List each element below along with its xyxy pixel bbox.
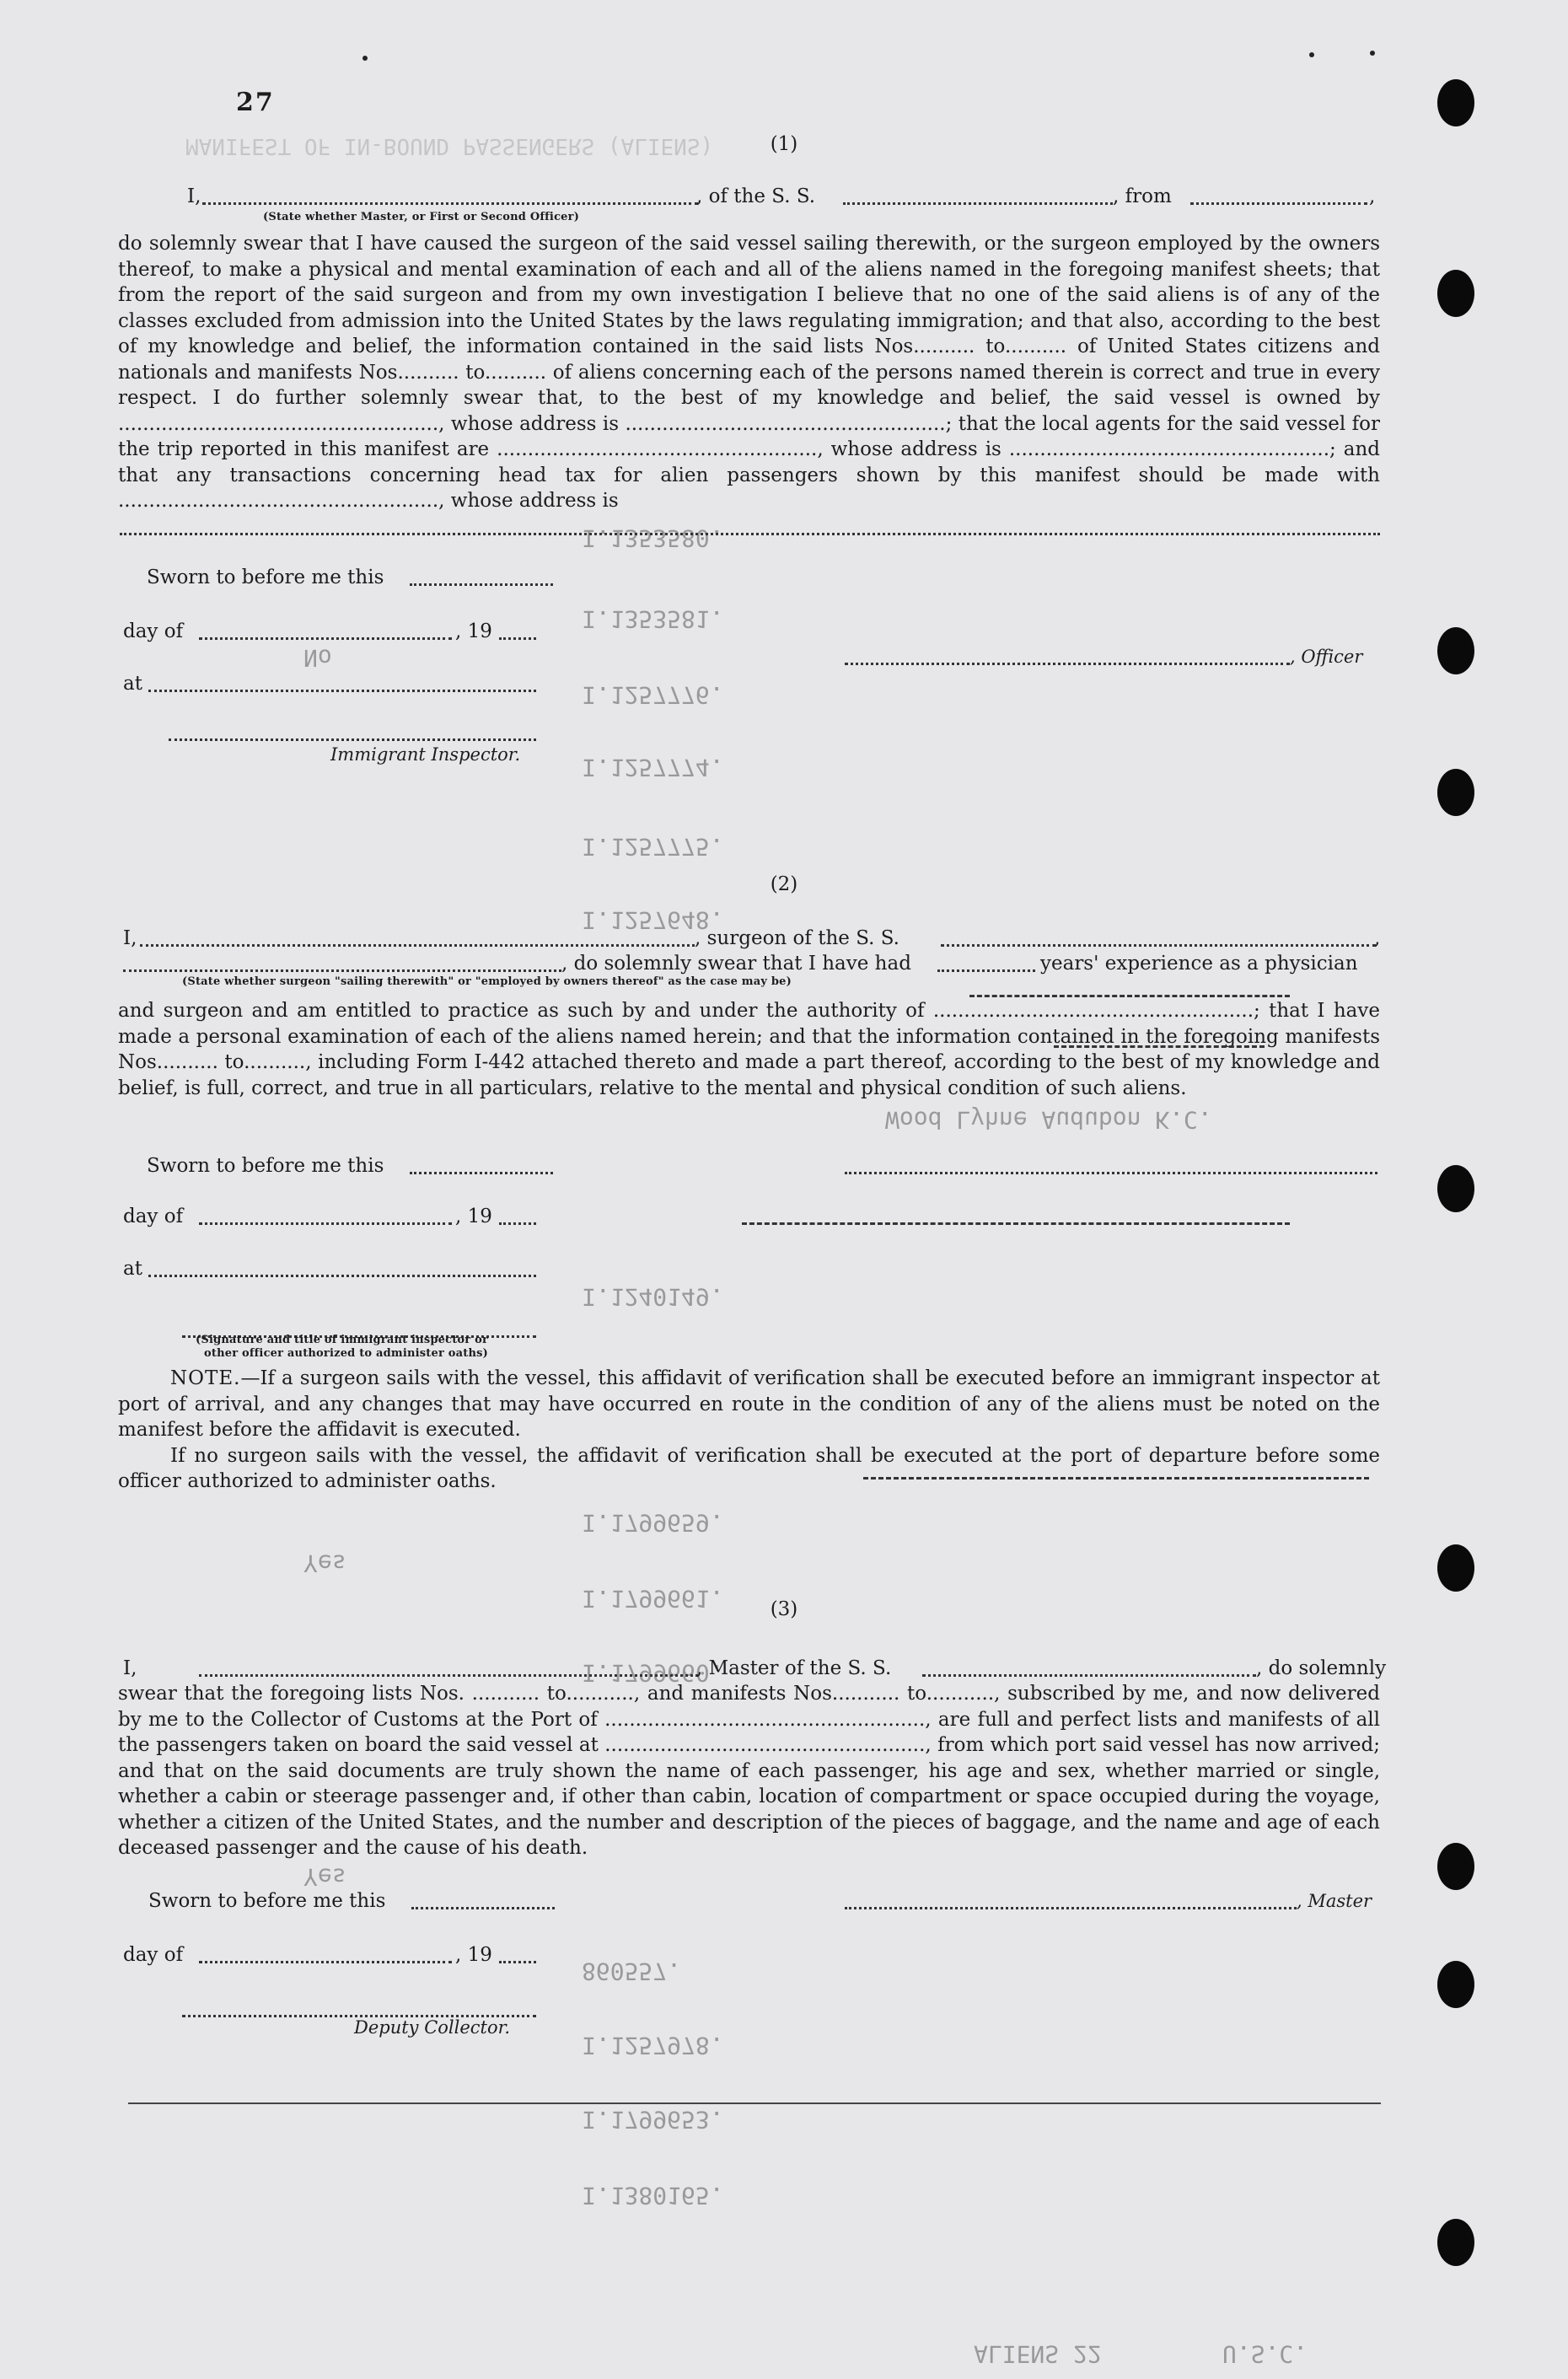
punch-hole-3	[1437, 627, 1474, 674]
s1-officer-title-field[interactable]	[202, 187, 698, 205]
s3-master-name-field[interactable]	[199, 1659, 698, 1677]
bleed-through-text: I.1257978.	[582, 2032, 724, 2059]
s3-master-signature[interactable]	[845, 1892, 1297, 1909]
s1-comma: ,	[1369, 185, 1376, 207]
s1-of-ss: , of the S. S.	[696, 185, 816, 207]
s1-at-field[interactable]	[148, 674, 536, 692]
bleed-through-text: No	[303, 644, 332, 672]
s2-note	[118, 1366, 1380, 1495]
s2-year-field[interactable]	[499, 1207, 536, 1225]
section-2-heading: (2)	[770, 873, 798, 895]
s2-day-field[interactable]	[199, 1207, 452, 1225]
s3-nineteen: , 19	[455, 1944, 492, 1966]
s3-sworn-field[interactable]	[411, 1892, 555, 1909]
s2-note-paragraph-1	[118, 1366, 1380, 1443]
punch-hole-4	[1437, 769, 1474, 816]
bleed-through-text: I.1240149.	[582, 1283, 724, 1311]
speck	[1370, 51, 1375, 56]
s1-nineteen: , 19	[455, 620, 492, 642]
s2-surgeon-signature[interactable]	[845, 1157, 1377, 1174]
s2-surgeon-of: , surgeon of the S. S.	[695, 927, 899, 949]
bleed-through-text: I.1353581.	[582, 605, 724, 633]
s1-day-of: day of	[123, 620, 184, 642]
bleed-through-text: I.1380165.	[582, 2182, 724, 2210]
s3-master-of: , Master of the S. S.	[696, 1657, 892, 1679]
s2-note-text-2: If no surgeon sails with the vessel, the affidavit of verification shall be executed at the port of departure before some officer authorized to administer oaths.	[118, 1444, 1380, 1492]
bleed-through-text: I.1257776.	[582, 681, 724, 709]
punch-hole-6	[1437, 1544, 1474, 1592]
speck	[362, 56, 368, 61]
s3-year-field[interactable]	[499, 1946, 536, 1963]
s2-years: years' experience as a physician	[1040, 953, 1358, 975]
s2-at-field[interactable]	[148, 1259, 536, 1277]
bleed-through-text: I.1799661.	[582, 1585, 724, 1613]
s1-inspector-label: Immigrant Inspector.	[330, 744, 521, 765]
s1-inspector-signature[interactable]	[169, 723, 536, 741]
sheet-number: 27	[236, 88, 275, 117]
punch-hole-9	[1437, 2219, 1474, 2266]
s2-typed-underline	[1054, 1045, 1265, 1048]
s1-from: , from	[1113, 185, 1172, 207]
s1-body-text: do solemnly swear that I have caused the surgeon of the said vessel sailing therewith, or the surgeon employed by the owners thereof, to make a physical and mental examination of each and all of the aliens named in the foregoing manifest sheets; that from the report of the said surgeon and from my own investigation I believe that no one of the said aliens is of any of the classes excluded from admission into the United States by the laws regulating immigration; and that also, according to the best of my knowledge and belief, the information contained in the said lists Nos.......... to.......... of United States citizens and nationals and manifests Nos.......... to.......... of aliens concerning each of the persons named therein is correct and true in every respect. I do further solemnly swear that, to the best of my knowledge and belief, the said vessel is owned by ...................................................., whose address is ....................................................; that the local agents for the said vessel for the trip reported in this manifest are ...................................................., whose address is ....................................................; and that any transactions concerning head tax for alien passengers shown by this manifest should be made with ...................................................., whose address is	[118, 233, 1380, 512]
bleed-through-text: I.1257774.	[582, 754, 724, 781]
s3-day-field[interactable]	[199, 1946, 452, 1963]
punch-hole-8	[1437, 1961, 1474, 2008]
s2-typed-underline	[863, 1477, 1369, 1479]
s2-sig-note-1: (Signature and title of immigrant inspector or	[196, 1334, 488, 1346]
s2-sworn-field[interactable]	[410, 1157, 553, 1174]
s1-line-1	[187, 184, 201, 209]
bleed-through-header: MANIFEST OF IN-BOUND PASSENGERS (ALIENS)	[185, 133, 714, 158]
s1-officer-signature[interactable]	[845, 647, 1290, 665]
s3-master-label: , Master	[1297, 1891, 1372, 1911]
s2-surgeon-type-field[interactable]	[123, 954, 561, 972]
s3-i: I,	[123, 1657, 137, 1679]
bottom-rule	[128, 2102, 1381, 2104]
s1-officer-label: , Officer	[1290, 647, 1363, 667]
s3-swear: , do solemnly	[1256, 1657, 1387, 1679]
s2-nineteen: , 19	[455, 1206, 492, 1227]
bleed-through-text: I.1799660.	[582, 1659, 724, 1687]
s3-body	[118, 1681, 1380, 1861]
punch-hole-1	[1437, 79, 1474, 126]
s2-comma: ,	[1374, 927, 1381, 949]
s2-body	[118, 998, 1380, 1101]
s2-typed-underline	[969, 995, 1290, 997]
s2-typed-signature-line	[742, 1222, 1290, 1225]
s2-note-text-1: —If a surgeon sails with the vessel, this affidavit of verification shall be executed before an immigrant inspector at port of arrival, and any changes that may have occurred en route in the condition of any of the aliens must be noted on the manifest before the affidavit is executed.	[118, 1367, 1380, 1441]
punch-hole-2	[1437, 270, 1474, 317]
s3-body-text: swear that the foregoing lists Nos. ........... to..........., and manifests Nos........... to..........., subscribed by me, and now delivered by me to the Collector of Customs at the Port of ...................................................., are full and perfect lists and manifests of all the passengers taken on board the said vessel at ...................................................., from which port said vessel has now arrived; and that on the said documents are truly shown the name of each passenger, his age and sex, whether married or single, whether a cabin or steerage passenger and, if other than cabin, location of compartment or space occupied during the voyage, whether a citizen of the United States, and the number and description of the pieces of baggage, and the name and age of each deceased passenger and the cause of his death.	[118, 1683, 1380, 1859]
section-3-heading: (3)	[770, 1598, 798, 1620]
bleed-through-text: I.1799653.	[582, 2106, 724, 2134]
s2-at: at	[123, 1258, 142, 1280]
s2-note-paragraph-2	[118, 1443, 1380, 1495]
bleed-through-text: Yes	[303, 1549, 346, 1577]
s3-deputy-label: Deputy Collector.	[354, 2017, 511, 2038]
punch-hole-7	[1437, 1843, 1474, 1890]
s3-vessel-field[interactable]	[922, 1659, 1256, 1677]
s1-year-field[interactable]	[499, 622, 536, 640]
punch-hole-5	[1437, 1165, 1474, 1212]
bleed-through-text: I.1799659.	[582, 1509, 724, 1537]
bleed-through-text: I.1353580.	[582, 524, 724, 552]
s2-vessel-field[interactable]	[941, 929, 1376, 947]
s2-i: I,	[123, 927, 137, 949]
bleed-through-text: I.1257775.	[582, 833, 724, 861]
s1-vessel-field[interactable]	[843, 187, 1113, 205]
speck	[1309, 52, 1314, 57]
bleed-through-text: 860557.	[582, 1957, 682, 1985]
s2-sig-note-2: other officer authorized to administer oaths)	[204, 1347, 488, 1360]
s2-years-field[interactable]	[937, 954, 1035, 972]
bleed-through-text: ALIENS 22	[974, 2340, 1102, 2368]
s1-sworn-field[interactable]	[410, 568, 553, 586]
s3-day-of: day of	[123, 1944, 184, 1966]
s1-officer-note: (State whether Master, or First or Second Officer)	[263, 211, 580, 223]
s1-address-field[interactable]	[120, 518, 1380, 535]
s1-at: at	[123, 673, 142, 695]
s2-body-text: and surgeon and am entitled to practice as such by and under the authority of ....................................................; that I have made a personal examination of each of the aliens named herein; and that the information contained in the foregoing manifests Nos.......... to.........., including Form I-442 attached thereto and made a part thereof, according to the best of my knowledge and belief, is full, correct, and true in all particulars, relative to the mental and physical condition of such aliens.	[118, 1000, 1380, 1099]
s2-day-of: day of	[123, 1206, 184, 1227]
s2-note-label: NOTE.	[170, 1367, 241, 1389]
s1-from-field[interactable]	[1190, 187, 1367, 205]
section-1-heading: (1)	[770, 133, 798, 155]
s1-i: I,	[187, 185, 201, 207]
s3-sworn: Sworn to before me this	[148, 1890, 386, 1912]
s2-surgeon-note: (State whether surgeon "sailing therewith" or "employed by owners thereof" as the case may be)	[182, 975, 792, 988]
bleed-through-text: I.1257648.	[582, 906, 724, 934]
s2-sworn: Sworn to before me this	[147, 1155, 384, 1177]
bleed-through-text: U.S.C.	[1222, 2340, 1308, 2368]
s2-surgeon-name-field[interactable]	[140, 929, 695, 947]
bleed-through-text: Yes	[303, 1863, 346, 1891]
s1-day-field[interactable]	[199, 622, 452, 640]
s2-swear: , do solemnly swear that I have had	[561, 953, 911, 975]
s1-body	[118, 231, 1380, 514]
s1-sworn: Sworn to before me this	[147, 567, 384, 588]
bleed-through-text: Wood Lyhne Audubon K.C.	[885, 1106, 1212, 1134]
